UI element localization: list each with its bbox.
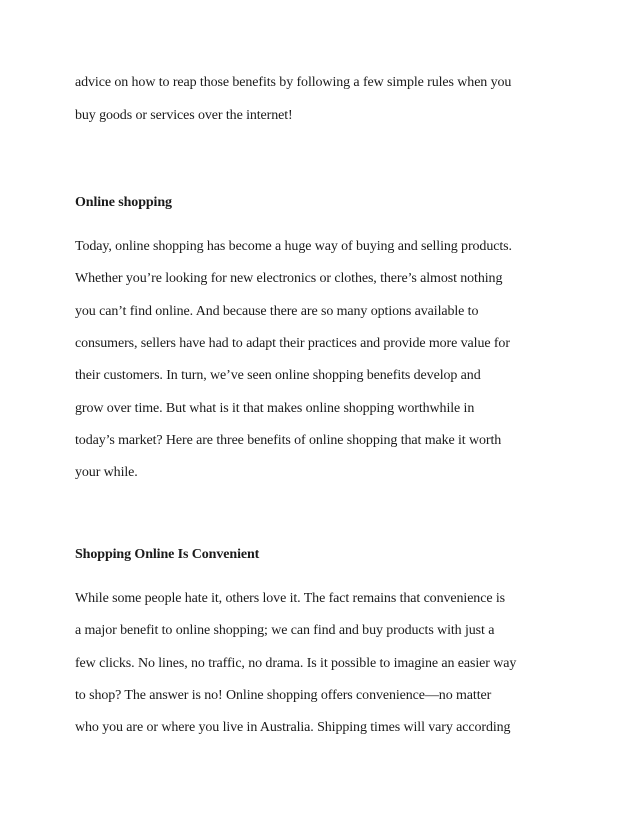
section-heading-shopping-online-convenient: Shopping Online Is Convenient xyxy=(75,547,260,562)
paragraph-line: Today, online shopping has become a huge way of buying and selling products. xyxy=(75,239,512,254)
intro-line-1: advice on how to reap those benefits by following a few simple rules when you xyxy=(75,75,512,90)
intro-line-2: buy goods or services over the internet! xyxy=(75,108,293,123)
paragraph-line: grow over time. But what is it that makes online shopping worthwhile in xyxy=(75,401,475,416)
section-heading-online-shopping: Online shopping xyxy=(75,195,172,210)
paragraph-line: who you are or where you live in Australia. Shipping times will vary according xyxy=(75,720,511,735)
paragraph-line: today’s market? Here are three benefits of online shopping that make it worth xyxy=(75,433,502,448)
paragraph-line: consumers, sellers have had to adapt their practices and provide more value for xyxy=(75,336,510,351)
paragraph-line: to shop? The answer is no! Online shopping offers convenience—no matter xyxy=(75,688,492,703)
paragraph-line: a major benefit to online shopping; we can find and buy products with just a xyxy=(75,623,495,638)
paragraph-line: few clicks. No lines, no traffic, no drama. Is it possible to imagine an easier way xyxy=(75,656,517,671)
paragraph-line: your while. xyxy=(75,465,138,480)
paragraph-line: Whether you’re looking for new electronics or clothes, there’s almost nothing xyxy=(75,271,503,286)
paragraph-line: you can’t find online. And because there are so many options available to xyxy=(75,304,479,319)
paragraph-line: their customers. In turn, we’ve seen online shopping benefits develop and xyxy=(75,368,481,383)
paragraph-line: While some people hate it, others love it. The fact remains that convenience is xyxy=(75,591,505,606)
